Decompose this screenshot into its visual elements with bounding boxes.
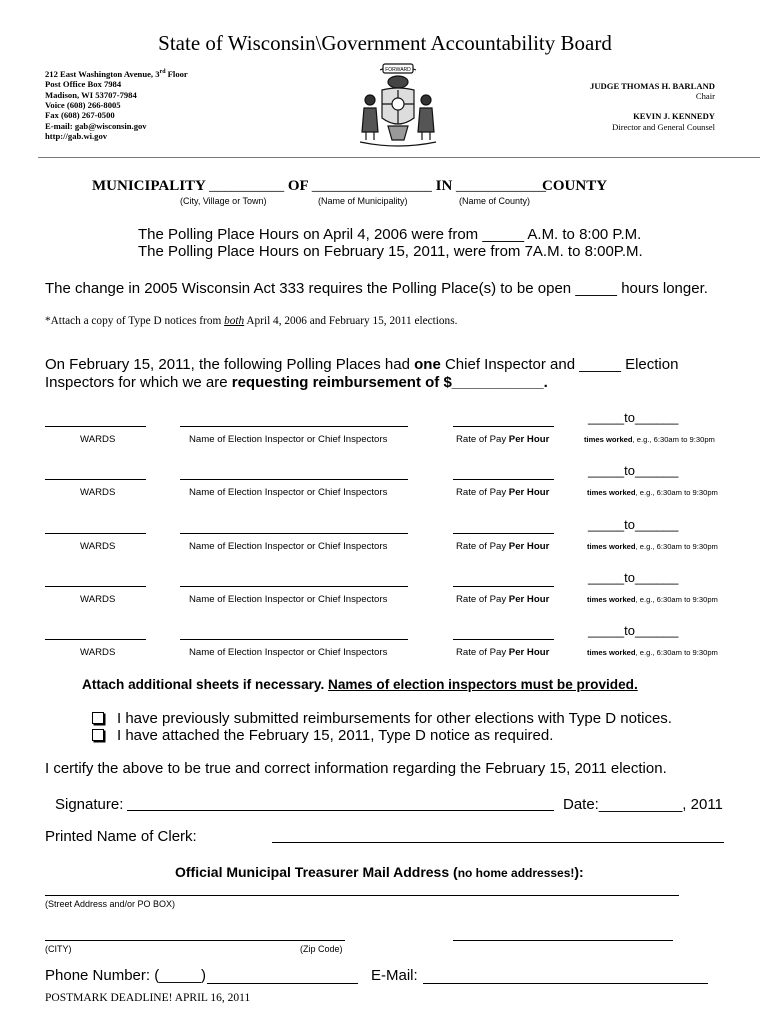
inspector-rows xyxy=(0,408,770,673)
date-field[interactable]: __________ xyxy=(598,796,683,813)
signature-label: Signature: xyxy=(55,796,124,813)
county-name-field[interactable]: ____________ xyxy=(456,178,547,194)
date-label: Date: xyxy=(563,796,599,813)
agency-address xyxy=(45,67,188,142)
inspector-name-label: Name of Election Inspector or Chief Inspectors xyxy=(189,434,388,445)
checkbox-previous-reimbursements[interactable]: I have previously submitted reimbursements for other elections with Type D notices. xyxy=(92,710,672,727)
table-row xyxy=(0,408,770,461)
wards-field[interactable] xyxy=(45,639,146,640)
inspector-name-field[interactable] xyxy=(180,479,408,480)
street-address-field[interactable] xyxy=(45,895,679,896)
wards-field[interactable] xyxy=(45,533,146,534)
chair-title: Chair xyxy=(695,91,715,101)
document-title: State of Wisconsin\Government Accountability Board xyxy=(158,31,612,55)
checkbox-attached-notice[interactable]: I have attached the February 15, 2011, Type D notice as required. xyxy=(92,727,553,744)
of-label: OF xyxy=(287,178,309,194)
attach-sheets-notice: Attach additional sheets if necessary. Names of election inspectors must be provided. xyxy=(82,677,638,692)
printed-name-label: Printed Name of Clerk: xyxy=(45,828,197,845)
inspector-name-field[interactable] xyxy=(180,426,408,427)
phone-group: Phone Number: (_____) xyxy=(45,967,206,984)
director-title: Director and General Counsel xyxy=(612,122,715,132)
inspector-name-label: Name of Election Inspector or Chief Inspectors xyxy=(189,541,388,552)
zip-label: (Zip Code) xyxy=(300,944,343,954)
times-worked-label: times worked, e.g., 6:30am to 9:30pm xyxy=(587,648,718,657)
rate-field[interactable] xyxy=(453,586,554,587)
rate-field[interactable] xyxy=(453,426,554,427)
inspector-name-label: Name of Election Inspector or Chief Inspectors xyxy=(189,647,388,658)
inspector-name-label: Name of Election Inspector or Chief Inspectors xyxy=(189,487,388,498)
hours-change-statement: The change in 2005 Wisconsin Act 333 requires the Polling Place(s) to be open _____ hours longer. xyxy=(45,280,708,297)
postmark-deadline: POSTMARK DEADLINE! APRIL 16, 2011 xyxy=(45,992,251,1004)
county-name-caption: (Name of County) xyxy=(459,196,531,206)
phone-field[interactable] xyxy=(207,983,358,984)
time-worked-field[interactable]: _____to______ xyxy=(588,623,679,638)
inspector-name-field[interactable] xyxy=(180,586,408,587)
times-worked-label: times worked, e.g., 6:30am to 9:30pm xyxy=(587,542,718,551)
city-field[interactable] xyxy=(45,940,345,941)
county-label: COUNTY xyxy=(542,178,608,194)
checkbox-icon[interactable] xyxy=(92,729,104,741)
printed-name-field[interactable] xyxy=(272,842,724,843)
address-fax: Fax (608) 267-0500 xyxy=(45,110,115,121)
wards-label: WARDS xyxy=(80,647,116,658)
hours-2006: The Polling Place Hours on April 4, 2006 were from _____ A.M. to 8:00 P.M. xyxy=(138,226,642,243)
wards-field[interactable] xyxy=(45,586,146,587)
seal-motto: FORWARD xyxy=(385,67,411,73)
wards-label: WARDS xyxy=(80,434,116,445)
times-worked-label: times worked, e.g., 6:30am to 9:30pm xyxy=(584,435,715,444)
checkbox-icon[interactable] xyxy=(92,712,104,724)
address-website: http://gab.wi.gov xyxy=(45,131,108,142)
request-line-2: Inspectors for which we are requesting reimbursement of $___________. xyxy=(45,374,548,391)
wards-label: WARDS xyxy=(80,487,116,498)
zip-field[interactable] xyxy=(453,940,673,941)
table-row xyxy=(0,461,770,514)
email-field[interactable] xyxy=(423,983,708,984)
area-code-field[interactable]: _____ xyxy=(159,967,201,984)
rate-label: Rate of Pay Per Hour xyxy=(456,541,550,552)
time-worked-field[interactable]: _____to______ xyxy=(588,463,679,478)
city-label: (CITY) xyxy=(45,944,72,954)
director-name: KEVIN J. KENNEDY xyxy=(633,111,715,121)
mail-address-title: Official Municipal Treasurer Mail Address (no home addresses!): xyxy=(175,864,584,880)
inspector-name-field[interactable] xyxy=(180,533,408,534)
time-worked-field[interactable]: _____to______ xyxy=(588,410,679,425)
signature-field[interactable] xyxy=(127,810,554,811)
email-label: E-Mail: xyxy=(371,967,418,984)
table-row xyxy=(0,515,770,568)
table-row xyxy=(0,568,770,621)
chair-name: JUDGE THOMAS H. BARLAND xyxy=(590,81,715,91)
inspector-name-field[interactable] xyxy=(180,639,408,640)
inspector-name-label: Name of Election Inspector or Chief Inspectors xyxy=(189,594,388,605)
municipality-type-field[interactable]: __________ xyxy=(209,178,285,194)
municipality-name-field[interactable]: ________________ xyxy=(311,178,432,194)
rate-label: Rate of Pay Per Hour xyxy=(456,647,550,658)
wards-label: WARDS xyxy=(80,594,116,605)
date-group xyxy=(563,796,723,813)
rate-label: Rate of Pay Per Hour xyxy=(456,594,550,605)
rate-field[interactable] xyxy=(453,533,554,534)
year-label: , 2011 xyxy=(682,796,723,813)
address-email: E-mail: gab@wisconsin.gov xyxy=(45,120,147,131)
rate-field[interactable] xyxy=(453,479,554,480)
rate-label: Rate of Pay Per Hour xyxy=(456,434,550,445)
address-street: 212 East Washington Avenue, 3rd Floor xyxy=(45,68,188,79)
municipality-label: MUNICIPALITY xyxy=(92,178,206,194)
wards-label: WARDS xyxy=(80,541,116,552)
wards-field[interactable] xyxy=(45,479,146,480)
wisconsin-seal-icon xyxy=(352,60,444,148)
street-address-label: (Street Address and/or PO BOX) xyxy=(45,899,176,909)
time-worked-field[interactable]: _____to______ xyxy=(588,517,679,532)
address-city: Madison, WI 53707-7984 xyxy=(45,89,137,100)
attach-notice: *Attach a copy of Type D notices from both April 4, 2006 and February 15, 2011 elections. xyxy=(45,315,458,327)
table-row xyxy=(0,621,770,674)
rate-label: Rate of Pay Per Hour xyxy=(456,487,550,498)
times-worked-label: times worked, e.g., 6:30am to 9:30pm xyxy=(587,595,718,604)
phone-label: Phone Number: ( xyxy=(45,967,160,984)
in-label: IN xyxy=(435,178,453,194)
municipality-name-caption: (Name of Municipality) xyxy=(318,196,408,206)
hours-2011: The Polling Place Hours on February 15, 2011, were from 7A.M. to 8:00P.M. xyxy=(138,243,643,260)
address-voice: Voice (608) 266-8005 xyxy=(45,100,121,111)
times-worked-label: times worked, e.g., 6:30am to 9:30pm xyxy=(587,488,718,497)
wards-field[interactable] xyxy=(45,426,146,427)
municipality-type-caption: (City, Village or Town) xyxy=(180,196,267,206)
certification-statement: I certify the above to be true and correct information regarding the February 15, 2011 election. xyxy=(45,760,667,777)
rate-field[interactable] xyxy=(453,639,554,640)
request-line-1: On February 15, 2011, the following Polling Places had one Chief Inspector and _____ Election xyxy=(45,356,679,373)
time-worked-field[interactable]: _____to______ xyxy=(588,570,679,585)
address-po-box: Post Office Box 7984 xyxy=(45,79,122,90)
header-divider xyxy=(38,157,760,158)
municipality-line xyxy=(92,178,607,195)
